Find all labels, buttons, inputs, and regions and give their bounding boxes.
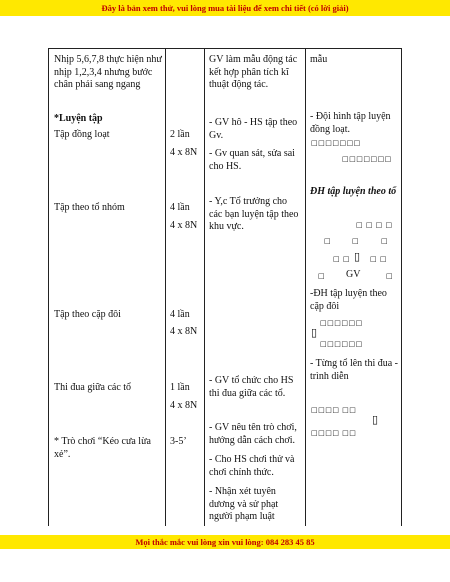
student-marker-icon: ▯ bbox=[354, 250, 361, 263]
student-marker-icon bbox=[311, 138, 361, 148]
teacher-step: - GV hô - HS tập theo Gv. bbox=[209, 117, 298, 141]
dosage-time: 3-5’ bbox=[170, 436, 187, 447]
dosage-count: 4 lần bbox=[170, 309, 190, 320]
dosage-beats: 4 x 8N bbox=[170, 220, 198, 231]
student-marker-icon: □ bbox=[386, 272, 394, 280]
student-marker-icon: □□□□ □□ bbox=[311, 429, 357, 437]
teacher-step: - Cho HS chơi thử và chơi chính thức. bbox=[209, 454, 295, 478]
teacher-step: - GV tổ chức cho HS thi đua giữa các tổ. bbox=[209, 375, 294, 399]
student-marker-icon: □□□□□□ bbox=[320, 319, 363, 327]
student-marker-icon: □□□□□□□ bbox=[342, 155, 392, 163]
formation-all: - Đội hình tập luyện đồng loạt. bbox=[310, 111, 391, 135]
student-marker-icon: □ □ bbox=[370, 255, 387, 263]
formation-note: mẫu bbox=[310, 54, 328, 65]
student-marker-icon: □□□□ □□ bbox=[311, 406, 357, 414]
teacher-step: - Y,c Tổ trưởng cho các bạn luyện tập theo khu vực. bbox=[209, 196, 299, 232]
dosage-beats: 4 x 8N bbox=[170, 400, 198, 411]
student-marker-icon: ▯ bbox=[372, 413, 379, 426]
column-divider bbox=[165, 48, 166, 526]
student-marker-icon: □ bbox=[381, 237, 389, 245]
dosage-beats: 4 x 8N bbox=[170, 326, 198, 337]
column-divider bbox=[204, 48, 205, 526]
column-divider bbox=[305, 48, 306, 526]
teacher-step: - Nhận xét tuyên dương và sử phạt người phạm luật bbox=[209, 486, 279, 522]
student-marker-icon: □ bbox=[352, 237, 360, 245]
team-competition: Thi đua giữa các tổ bbox=[54, 382, 132, 393]
formation-group-title: ĐH tập luyện theo tổ bbox=[310, 186, 397, 197]
student-marker-icon: □□□□□□ bbox=[320, 340, 363, 348]
game-title: * Trò chơi “Kéo cưa lừa xẻ”. bbox=[54, 436, 151, 460]
formation-competition: - Từng tổ lên thi đua - trình diễn bbox=[310, 358, 398, 382]
dosage-count: 2 lần bbox=[170, 129, 190, 140]
practice-pairs: Tập theo cặp đôi bbox=[54, 309, 121, 320]
student-marker-icon: ▯ bbox=[311, 326, 318, 339]
dosage-count: 1 lần bbox=[170, 382, 190, 393]
student-marker-icon: □ □ □ □ bbox=[356, 221, 393, 229]
teacher-demo: GV làm mẫu động tác kết hợp phân tích kĩ thuật động tác. bbox=[209, 54, 298, 90]
student-marker-icon: □□□□□□□ bbox=[311, 139, 361, 147]
student-marker-icon: □ □ bbox=[333, 255, 350, 263]
dosage-count: 4 lần bbox=[170, 202, 190, 213]
teacher-step: - Gv quan sát, sửa sai cho HS. bbox=[209, 148, 295, 172]
practice-groups: Tập theo tổ nhóm bbox=[54, 202, 125, 213]
preview-banner: Đây là bản xem thử, vui lòng mua tài liệu để xem chi tiết (có lời giải) bbox=[0, 0, 450, 16]
formation-pairs: -ĐH tập luyện theo cặp đôi bbox=[310, 288, 387, 312]
section-heading-practice: *Luyện tập bbox=[54, 113, 103, 124]
contact-footer: Mọi thắc mắc vui lòng xin vui lòng: 084 283 45 85 bbox=[0, 535, 450, 549]
teacher-step: - GV nêu tên trò chơi, hướng dẫn cách chơi. bbox=[209, 422, 297, 446]
practice-all: Tập đồng loạt bbox=[54, 129, 110, 140]
teacher-position-label: GV bbox=[346, 269, 361, 280]
student-marker-icon: □ bbox=[318, 272, 326, 280]
dosage-beats: 4 x 8N bbox=[170, 147, 198, 158]
step-description: Nhịp 5,6,7,8 thực hiện như nhịp 1,2,3,4 nhưng bước chân phải sang ngang bbox=[54, 54, 162, 90]
student-marker-icon: □ bbox=[324, 237, 332, 245]
